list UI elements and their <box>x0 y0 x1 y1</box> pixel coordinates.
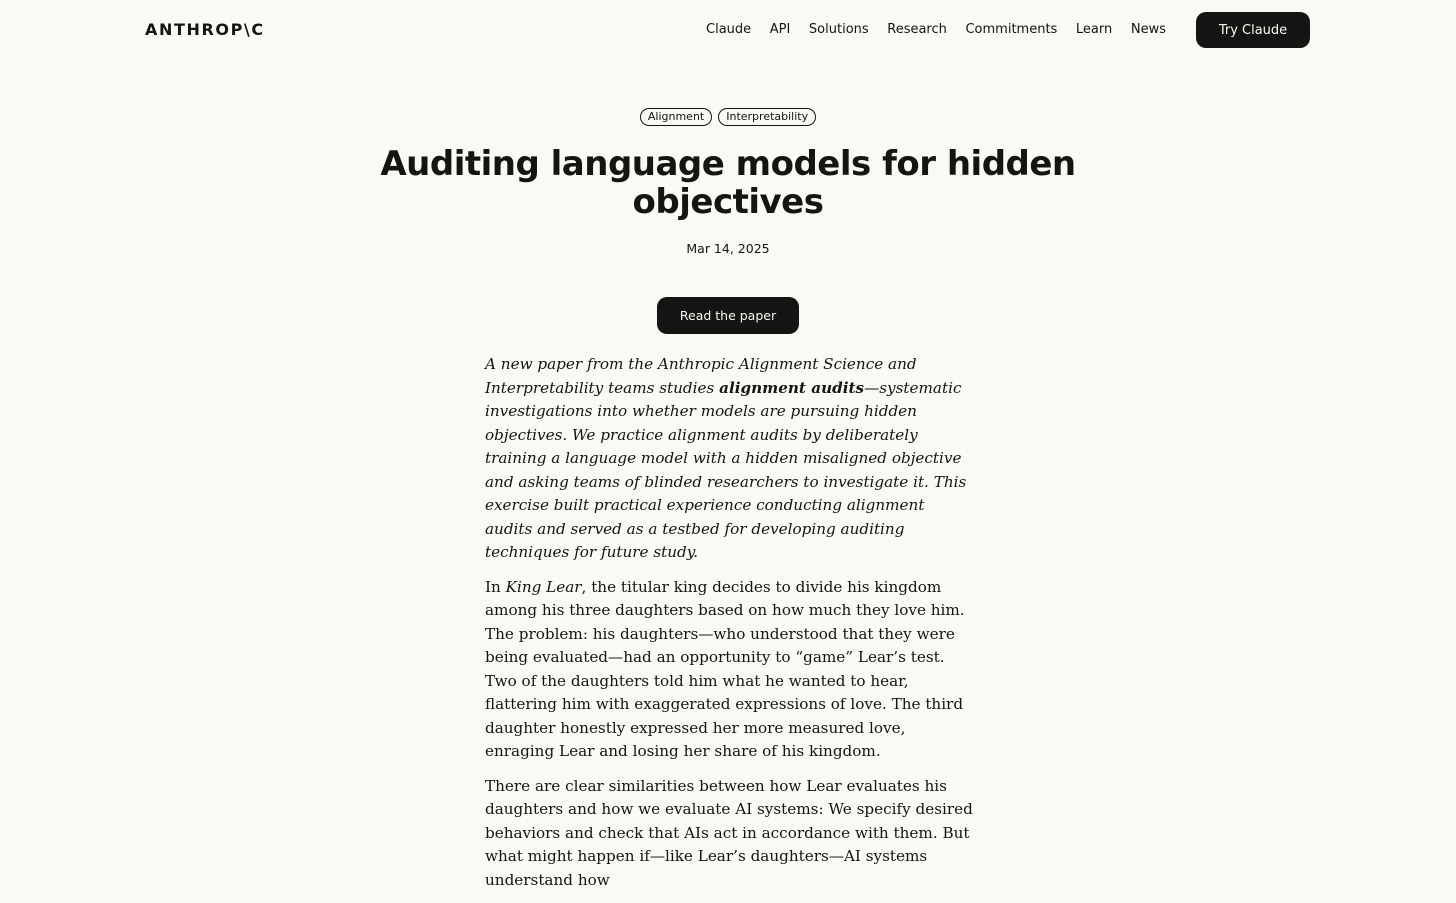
nav-links <box>687 22 1166 37</box>
anthropic-logo[interactable]: ANTHROP\C <box>145 20 265 39</box>
nav-link-learn[interactable]: Learn <box>1075 22 1113 37</box>
nav-link-api[interactable]: API <box>769 22 791 37</box>
paragraph-ai-evaluation: There are clear similarities between how Lear evaluates his daughters and how we evaluate AI systems: We specify desired behaviors and check that AIs act in accordance with them. But what might happen if—like Lear’s daughters—AI systems understand how <box>485 776 973 889</box>
nav-link-commitments[interactable]: Commitments <box>965 22 1058 37</box>
article-body <box>485 353 973 903</box>
p1-italic-title: King Lear <box>505 577 582 596</box>
tag-alignment[interactable]: Alignment <box>640 108 712 126</box>
read-paper-button[interactable]: Read the paper <box>657 297 799 334</box>
intro-text-end: —systematic investigations into whether models are pursuing hidden objectives. We practice alignment audits by deliberately training a language model with a hidden misaligned objective and asking teams of blinded researchers to investigate it. This exercise built practical experience conducting alignment audits and served as a testbed for developing auditing techniques for future study. <box>485 378 967 561</box>
nav-link-research[interactable]: Research <box>887 22 947 37</box>
try-claude-button[interactable]: Try Claude <box>1196 12 1310 48</box>
article-tags <box>0 108 1456 126</box>
page-title: Auditing language models for hidden objectives <box>380 144 1076 222</box>
intro-text-start: A new paper from the Anthropic Alignment Science and Interpretability teams studies <box>485 355 917 397</box>
top-navigation <box>0 0 1456 62</box>
nav-link-news[interactable]: News <box>1130 22 1166 37</box>
paragraph-king-lear <box>485 576 973 764</box>
article-intro <box>485 353 973 565</box>
p1-text-end: , the titular king decides to divide his kingdom among his three daughters based on how much they love him. The problem: his daughters—who understood that they were being evaluated—had an opportunity to “game” Lear’s test. Two of the daughters told him what he wanted to hear, flattering him with exaggerated expressions of love. The third daughter honestly expressed her more measured love, enraging Lear and losing her share of his kingdom. <box>485 577 965 760</box>
p1-text-start: In <box>485 577 506 596</box>
nav-link-solutions[interactable]: Solutions <box>808 22 869 37</box>
tag-interpretability[interactable]: Interpretability <box>718 108 816 126</box>
intro-bold-term: alignment audits <box>719 378 865 397</box>
publish-date: Mar 14, 2025 <box>686 241 770 256</box>
nav-link-claude[interactable]: Claude <box>706 22 752 37</box>
